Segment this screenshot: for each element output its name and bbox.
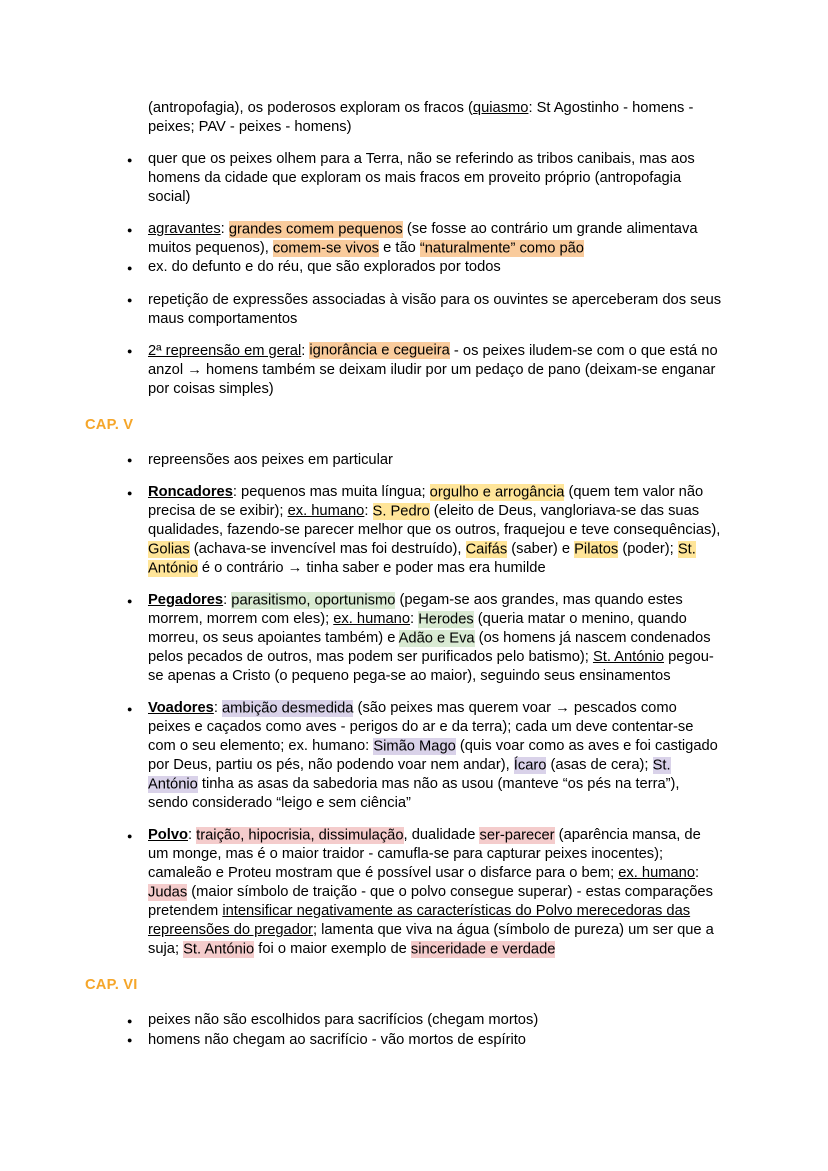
block-text — [148, 591, 723, 686]
highlight-purple-run: St. António — [148, 757, 671, 792]
highlight-orange-run: grandes comem pequenos — [228, 221, 403, 237]
text-run: (eleito de Deus, vangloriava-se das suas qualidades, fazendo-se parecer melhor que os outros, fraquejou e teve consequências), — [148, 503, 721, 538]
text-run: repreensões aos peixes em particular — [148, 451, 393, 468]
block-text — [148, 258, 723, 278]
text-run: (antropofagia), os poderosos exploram os fracos ( — [148, 100, 473, 116]
bullet-item — [85, 591, 723, 686]
highlight-yellow-run: St. António — [148, 541, 696, 576]
bullet-item — [85, 1031, 723, 1051]
bullet-item — [85, 1011, 723, 1031]
text-run: (pegam-se aos grandes, mas quando estes morrem, morrem com eles); — [148, 592, 683, 627]
highlight-purple-run: Ícaro — [513, 757, 547, 773]
highlight-purple-run: ambição desmedida — [222, 700, 354, 716]
text-run: (achava-se invencível mas foi destruído), — [189, 541, 466, 557]
bullet-item — [85, 291, 723, 329]
text-run: (poder); — [618, 541, 678, 557]
document-content — [85, 99, 723, 1050]
highlight-pink-run: Judas — [148, 884, 188, 900]
text-run: : — [223, 592, 232, 608]
bullet-item — [85, 220, 723, 258]
text-run: é o contrário → tinha saber e poder mas era humilde — [197, 560, 546, 576]
highlight-green-run: Herodes — [418, 611, 474, 627]
block-text — [148, 699, 723, 813]
highlight-yellow-run: Golias — [148, 541, 190, 557]
text-run: - os peixes iludem-se com o que está no anzol → homens também se deixam iludir por um pedaço de pano (deixam-se enganar por coisas simples) — [148, 342, 718, 397]
text-run: (quem tem valor não precisa de se exibir); — [148, 484, 704, 519]
text-run: : — [213, 700, 223, 716]
text-run: : — [695, 865, 700, 881]
highlight-orange-run: comem-se vivos — [272, 240, 380, 256]
highlight-yellow-run: orgulho e arrogância — [429, 484, 565, 500]
bullet-marker-icon: ● — [127, 455, 133, 465]
bold-underline-run: Voadores — [148, 700, 214, 716]
text-run: foi o maior exemplo de — [254, 941, 411, 957]
underline-run: St. António — [592, 649, 664, 665]
underline-run: intensificar negativamente as características do Polvo merecedoras das repreensões do pregador — [148, 903, 691, 938]
bullet-marker-icon: ● — [127, 830, 133, 841]
block-text — [148, 100, 693, 135]
text-run: ; lamenta que viva na água (símbolo de pureza) um ser que a suja; — [148, 922, 714, 957]
bullet-item — [85, 342, 723, 399]
text-run: : St Agostinho - homens - peixes; PAV - peixes - homens) — [148, 100, 694, 135]
text-run: quer que os peixes olhem para a Terra, não se referindo as tribos canibais, mas aos homens da cidade que exploram os mais fracos em proveito próprio (antropofagia social) — [148, 151, 695, 205]
text-run: (se fosse ao contrário um grande alimentava muitos pequenos), — [148, 221, 698, 256]
block-text — [148, 1031, 723, 1051]
text-run: : — [188, 827, 197, 843]
text-run: : — [364, 503, 373, 519]
text-run: (queria matar o menino, quando morreu, os seus apoiantes também) e — [148, 611, 687, 646]
highlight-green-run: parasitismo, oportunismo — [231, 592, 396, 608]
bullet-item — [85, 451, 723, 471]
text-run: : — [410, 611, 419, 627]
highlight-pink-run: traição, hipocrisia, dissimulação — [196, 827, 404, 843]
bullet-item — [85, 258, 723, 278]
bullet-item — [85, 826, 723, 959]
text-run: (saber) e — [507, 541, 575, 557]
text-run: ex. do defunto e do réu, que são explorados por todos — [148, 259, 501, 275]
bullet-marker-icon: ● — [127, 703, 133, 714]
underline-run: 2ª repreensão em geral — [148, 342, 302, 359]
text-run: (maior símbolo de traição - que o polvo consegue superar) - estas comparações pretendem — [148, 884, 713, 919]
text-run: : — [301, 342, 310, 359]
underline-run: quiasmo — [472, 100, 529, 116]
text-run: (os homens já nascem condenados pelos pecados de outros, mas podem ser purificados pelo batismo); — [148, 630, 711, 665]
underline-run: ex. humano — [333, 611, 411, 627]
bullet-marker-icon: ● — [127, 154, 133, 165]
highlight-green-run: Adão e Eva — [398, 630, 475, 646]
highlight-purple-run: Simão Mago — [373, 738, 456, 754]
bullet-marker-icon: ● — [127, 487, 133, 498]
block-text — [148, 342, 723, 399]
text-run: repetição de expressões associadas à visão para os ouvintes se aperceberam dos seus maus comportamentos — [148, 291, 722, 327]
bold-underline-run: Polvo — [148, 827, 188, 843]
paragraph — [85, 99, 723, 137]
bullet-marker-icon: ● — [127, 224, 133, 235]
highlight-pink-run: St. António — [183, 941, 255, 957]
text-run: (quis voar como as aves e foi castigado por Deus, partiu os pés, não podendo voar nem andar), — [148, 738, 718, 773]
text-run: : — [220, 221, 229, 237]
chapter-heading: CAP. VI — [85, 977, 138, 993]
underline-run: ex. humano — [287, 503, 365, 519]
underline-run: agravantes — [148, 221, 221, 237]
text-run: pegou-se apenas a Cristo (o pequeno pega-se ao maior), seguindo seus ensinamentos — [148, 649, 714, 684]
bullet-marker-icon: ● — [127, 346, 133, 356]
bullet-marker-icon: ● — [127, 295, 133, 305]
bullet-marker-icon: ● — [127, 1035, 133, 1045]
text-run: peixes não são escolhidos para sacrifícios (chegam mortos) — [148, 1012, 539, 1028]
bullet-marker-icon: ● — [127, 1015, 133, 1026]
block-text — [148, 826, 723, 959]
bullet-item — [85, 150, 723, 207]
chapter-heading: CAP. V — [85, 416, 134, 433]
bullet-item — [85, 699, 723, 813]
highlight-yellow-run: S. Pedro — [372, 503, 430, 519]
bullet-item — [85, 483, 723, 578]
bold-underline-run: Roncadores — [148, 484, 233, 500]
text-run: (aparência mansa, de um monge, mas é o maior traidor - camufla-se para capturar peixes inocentes); camaleão e Proteu mostram que é possível usar o disfarce para o bem; — [148, 827, 701, 881]
block-text — [148, 451, 723, 471]
text-run: e tão — [379, 240, 420, 256]
block-text — [148, 150, 723, 207]
highlight-yellow-run: Caifás — [465, 541, 508, 557]
text-run: : pequenos mas muita língua; — [232, 484, 430, 500]
highlight-yellow-run: Pilatos — [574, 541, 619, 557]
block-text — [148, 483, 723, 578]
block-text — [148, 220, 723, 258]
text-run: homens não chegam ao sacrifício - vão mortos de espírito — [148, 1031, 526, 1048]
bullet-marker-icon: ● — [127, 262, 133, 273]
highlight-pink-run: sinceridade e verdade — [410, 941, 556, 957]
block-text — [148, 291, 723, 329]
highlight-orange-run: “naturalmente” como pão — [419, 240, 584, 256]
text-run: , dualidade — [403, 827, 480, 843]
underline-run: ex. humano — [618, 865, 696, 881]
text-run: (asas de cera); — [546, 757, 653, 773]
text-run: (são peixes mas querem voar → pescados como peixes e caçados como aves - perigos do ar e da terra); cada um deve contentar-se com o seu elemento; ex. humano: — [148, 700, 694, 754]
text-run: tinha as asas da sabedoria mas não as usou (manteve “os pés na terra”), sendo considerado “leigo e sem ciência” — [148, 776, 680, 811]
bullet-marker-icon: ● — [127, 595, 133, 606]
block-text — [148, 1011, 723, 1031]
highlight-orange-run: ignorância e cegueira — [309, 342, 450, 359]
highlight-pink-run: ser-parecer — [479, 827, 555, 843]
bold-underline-run: Pegadores — [148, 592, 224, 608]
